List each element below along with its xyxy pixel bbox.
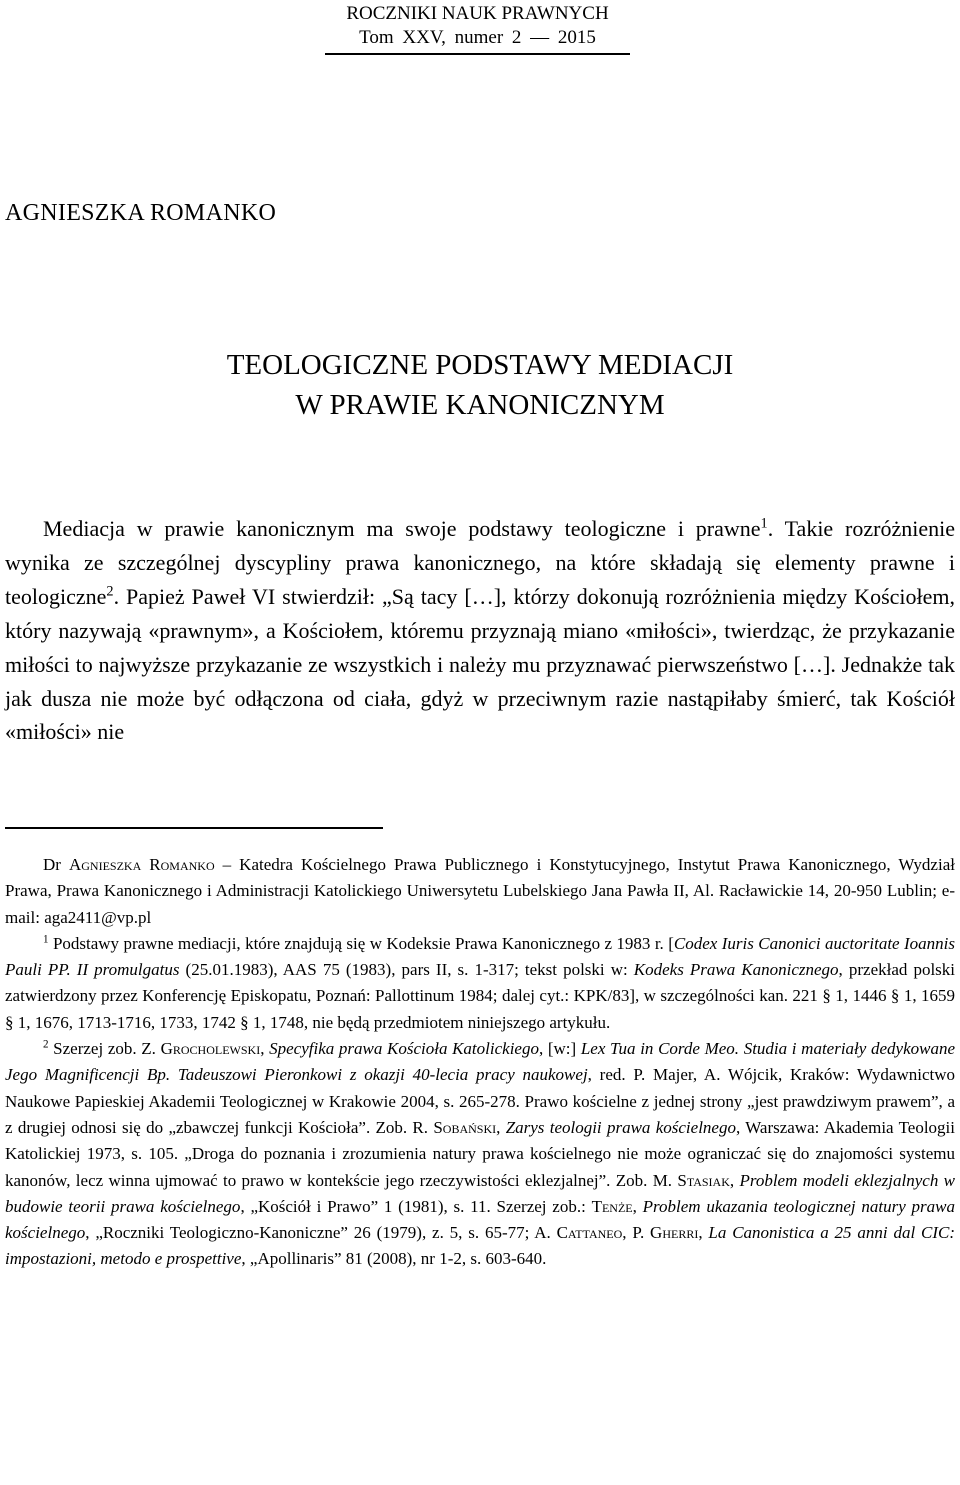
author-affiliation [5, 852, 955, 931]
cited-author: Tenże [591, 1196, 633, 1216]
footnote-1-italic: Codex Iuris Canonici auctoritate Ioannis Pauli PP. II promulgatus [5, 933, 955, 980]
affiliation-author: Agnieszka Romanko [68, 855, 215, 874]
journal-header [325, 0, 630, 55]
article-title [0, 345, 960, 425]
footnote-2-text: , „Roczniki Teologiczno-Kanoniczne” 26 (1979), z. 5, s. 65-77; A. [85, 1223, 557, 1243]
footnote-2-text: , Warszawa: Akademia Teologii Katolickiej 1973, s. 105. „Droga do poznania i zrozumienia natury prawa kościelnego nie może ograniczać się do znajomości systemu kanonów, lecz winna ujmować to prawo w kontekście jego rzeczywistości eklezjalnej”. Zob. M. [5, 1117, 955, 1190]
footnote-2-text: , [698, 1223, 709, 1243]
footnote-1-text: , przekład polski zatwierdzony przez Konferencję Episkopatu, Poznań: Pallottinum 1984; dalej cyt.: KPK/83], w szczególności kan. 221 § 1, 1446 § 1, 1659 § 1, 1676, 1713-1716, 1733, 1742 § 1, 1748, nie będą przedmiotem niniejszego artykułu. [5, 960, 956, 1032]
footnote-2-text: Szerzej zob. Z. [48, 1039, 161, 1059]
footnote-2 [5, 1036, 955, 1273]
footnote-2-text: , [496, 1117, 506, 1137]
cited-author: Grocholewski [160, 1039, 261, 1059]
footnote-1-italic: Kodeks Prawa Kanonicznego [633, 960, 839, 980]
cited-author: Stasiak [677, 1170, 730, 1190]
title-line-2: W PRAWIE KANONICZNYM [295, 389, 665, 421]
body-paragraph [5, 512, 955, 749]
affiliation-prefix: Dr [43, 855, 69, 874]
cited-title: Zarys teologii prawa kościelnego [505, 1117, 736, 1137]
footnote-1-text: Podstawy prawne mediacji, które znajdują się w Kodeksie Prawa Kanonicznego z 1983 r. [ [48, 933, 674, 953]
footnote-1 [5, 931, 955, 1036]
footnote-separator [5, 827, 383, 829]
cited-title: La Canonistica a 25 anni dal CIC: impostazioni, metodo e prospettive [5, 1223, 956, 1269]
footnote-2-text: , „Kościół i Prawo” 1 (1981), s. 11. Szerzej zob.: [240, 1196, 592, 1216]
cited-title: Problem ukazania teologicznej natury prawa kościelnego [5, 1196, 955, 1243]
cited-author: Gherri [650, 1223, 699, 1243]
author-name: AGNIESZKA ROMANKO [5, 200, 277, 226]
body-sentence-1: Mediacja w prawie kanonicznym ma swoje podstawy teologiczne i prawne [43, 516, 761, 541]
footnote-2-number: 2 [43, 1038, 49, 1051]
cited-author: Cattaneo [556, 1223, 623, 1243]
footnote-1-text: (25.01.1983), AAS 75 (1983), pars II, s. 1-317; tekst polski w: [179, 960, 634, 980]
journal-name: ROCZNIKI NAUK PRAWNYCH [346, 3, 609, 24]
affiliation-text: – Katedra Kościelnego Prawa Publicznego i Konstytucyjnego, Instytut Prawa Kanonicznego, Wydział Prawa, Prawa Kanonicznego i Administracji Katolickiego Uniwersytetu Lubelskiego Jana Pawła II, Al. Racławickie 14, 20-950 Lublin; e-mail: aga2411@vp.pl [5, 855, 955, 927]
footnote-2-text: , [w:] [538, 1039, 581, 1059]
body-text [5, 512, 955, 749]
body-sentence-2: . Takie rozróżnienie wynika ze szczególnej dyscypliny prawa kanonicznego, na które składają się elementy prawne i teologiczne [5, 516, 955, 609]
title-line-1: TEOLOGICZNE PODSTAWY MEDIACJI [226, 349, 734, 381]
body-sentence-3: . Papież Paweł VI stwierdził: „Są tacy […], którzy dokonują rozróżnienia między Kościołem, który nazywają «prawnym», a Kościołem, któremu przyznają miano «miłości», twierdząc, że przykazanie miłości to najwyższe przykazanie ze wszystkich i należy mu przyznawać pierwszeństwo […]. Jednakże tak jak dusza nie może być odłączona od ciała, gdyż w przeciwnym razie nastąpiłaby śmierć, tak Kościół «miłości» nie [5, 583, 955, 745]
footnote-2-text: , [260, 1039, 270, 1059]
cited-title: Problem modeli eklezjalnych w budowie teorii prawa kościelnego [5, 1170, 955, 1216]
cited-author: Sobański [433, 1117, 497, 1137]
footnotes [5, 852, 955, 1273]
footnote-ref-1: 1 [760, 515, 768, 532]
footnote-ref-2: 2 [106, 583, 114, 600]
footnote-1-number: 1 [43, 933, 49, 946]
journal-issue: Tom XXV, numer 2 — 2015 [325, 26, 630, 55]
footnote-2-text: , P. [622, 1223, 651, 1243]
footnote-2-text: , [632, 1196, 643, 1216]
footnote-2-text: , [729, 1170, 740, 1190]
cited-title: Specyfika prawa Kościoła Katolickiego [269, 1039, 539, 1059]
footnote-2-text: , „Apollinaris” 81 (2008), nr 1-2, s. 603-640. [241, 1249, 547, 1269]
footnote-2-text: , red. P. Majer, A. Wójcik, Kraków: Wydawnictwo Naukowe Papieskiej Akademii Teologicznej w Krakowie 2004, s. 265-278. Prawo kościelne z jednej strony „jest prawdziwym prawem”, a z drugiej odnosi się do „zbawczej funkcji Kościoła”. Zob. R. [5, 1065, 955, 1137]
cited-title: Lex Tua in Corde Meo. Studia i materiały dedykowane Jego Magnificencji Bp. Tadeuszowi Pieronkowi z okazji 40-lecia pracy naukowej [5, 1039, 955, 1085]
